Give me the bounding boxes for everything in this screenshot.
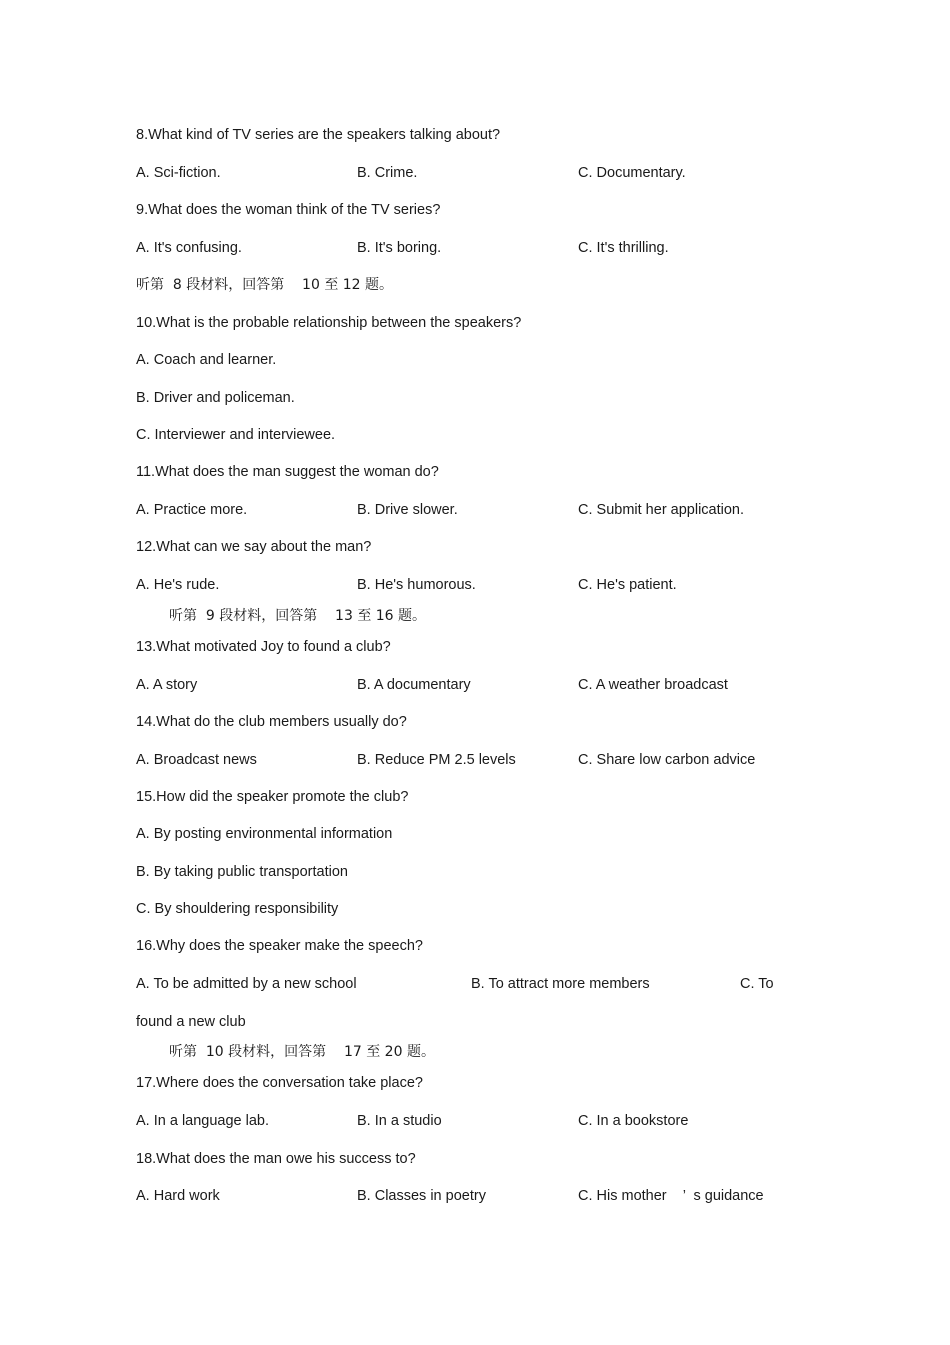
question-8-stem: 8.What kind of TV series are the speakers talking about? xyxy=(136,127,501,143)
question-10-option-b: B. Driver and policeman. xyxy=(136,390,295,406)
section-10-instruction: 听第 10 段材料，回答第 17 至 20 题。 xyxy=(169,1044,435,1060)
question-18-option-a: A. Hard work xyxy=(136,1188,220,1204)
question-13-option-c: C. A weather broadcast xyxy=(578,677,728,693)
question-14-option-b: B. Reduce PM 2.5 levels xyxy=(357,752,516,768)
question-9-stem: 9.What does the woman think of the TV series? xyxy=(136,202,441,218)
question-13-stem: 13.What motivated Joy to found a club? xyxy=(136,639,391,655)
question-17-option-b: B. In a studio xyxy=(357,1113,442,1129)
question-15-stem: 15.How did the speaker promote the club? xyxy=(136,789,409,805)
question-15-option-b: B. By taking public transportation xyxy=(136,864,348,880)
question-17-stem: 17.Where does the conversation take place? xyxy=(136,1075,423,1091)
question-18-option-c: C. His mother ’ s guidance xyxy=(578,1188,764,1204)
question-10-option-c: C. Interviewer and interviewee. xyxy=(136,427,336,443)
question-14-stem: 14.What do the club members usually do? xyxy=(136,714,407,730)
question-12-option-c: C. He's patient. xyxy=(578,577,677,593)
question-16-option-c-continued: found a new club xyxy=(136,1014,246,1030)
question-17-option-a: A. In a language lab. xyxy=(136,1113,270,1129)
question-16-stem: 16.Why does the speaker make the speech? xyxy=(136,938,423,954)
question-18-stem: 18.What does the man owe his success to? xyxy=(136,1151,416,1167)
question-12-option-b: B. He's humorous. xyxy=(357,577,476,593)
question-12-stem: 12.What can we say about the man? xyxy=(136,539,372,555)
question-11-option-a: A. Practice more. xyxy=(136,502,248,518)
question-10-option-a: A. Coach and learner. xyxy=(136,352,277,368)
question-13-option-a: A. A story xyxy=(136,677,198,693)
section-8-instruction: 听第 8 段材料，回答第 10 至 12 题。 xyxy=(136,277,394,293)
question-15-option-a: A. By posting environmental information xyxy=(136,826,393,842)
question-9-option-c: C. It's thrilling. xyxy=(578,240,669,256)
question-8-option-b: B. Crime. xyxy=(357,165,418,181)
question-15-option-c: C. By shouldering responsibility xyxy=(136,901,339,917)
question-16-option-c: C. To xyxy=(740,976,774,992)
question-16-option-a: A. To be admitted by a new school xyxy=(136,976,357,992)
question-12-option-a: A. He's rude. xyxy=(136,577,220,593)
question-16-option-b: B. To attract more members xyxy=(471,976,650,992)
question-8-option-a: A. Sci-fiction. xyxy=(136,165,221,181)
question-17-option-c: C. In a bookstore xyxy=(578,1113,689,1129)
question-10-stem: 10.What is the probable relationship between the speakers? xyxy=(136,315,522,331)
question-14-option-a: A. Broadcast news xyxy=(136,752,257,768)
question-11-option-b: B. Drive slower. xyxy=(357,502,458,518)
question-13-option-b: B. A documentary xyxy=(357,677,471,693)
question-14-option-c: C. Share low carbon advice xyxy=(578,752,756,768)
question-9-option-b: B. It's boring. xyxy=(357,240,442,256)
question-8-option-c: C. Documentary. xyxy=(578,165,686,181)
question-9-option-a: A. It's confusing. xyxy=(136,240,242,256)
section-9-instruction: 听第 9 段材料，回答第 13 至 16 题。 xyxy=(169,608,427,624)
question-11-stem: 11.What does the man suggest the woman do? xyxy=(136,464,439,480)
question-18-option-b: B. Classes in poetry xyxy=(357,1188,486,1204)
question-11-option-c: C. Submit her application. xyxy=(578,502,745,518)
